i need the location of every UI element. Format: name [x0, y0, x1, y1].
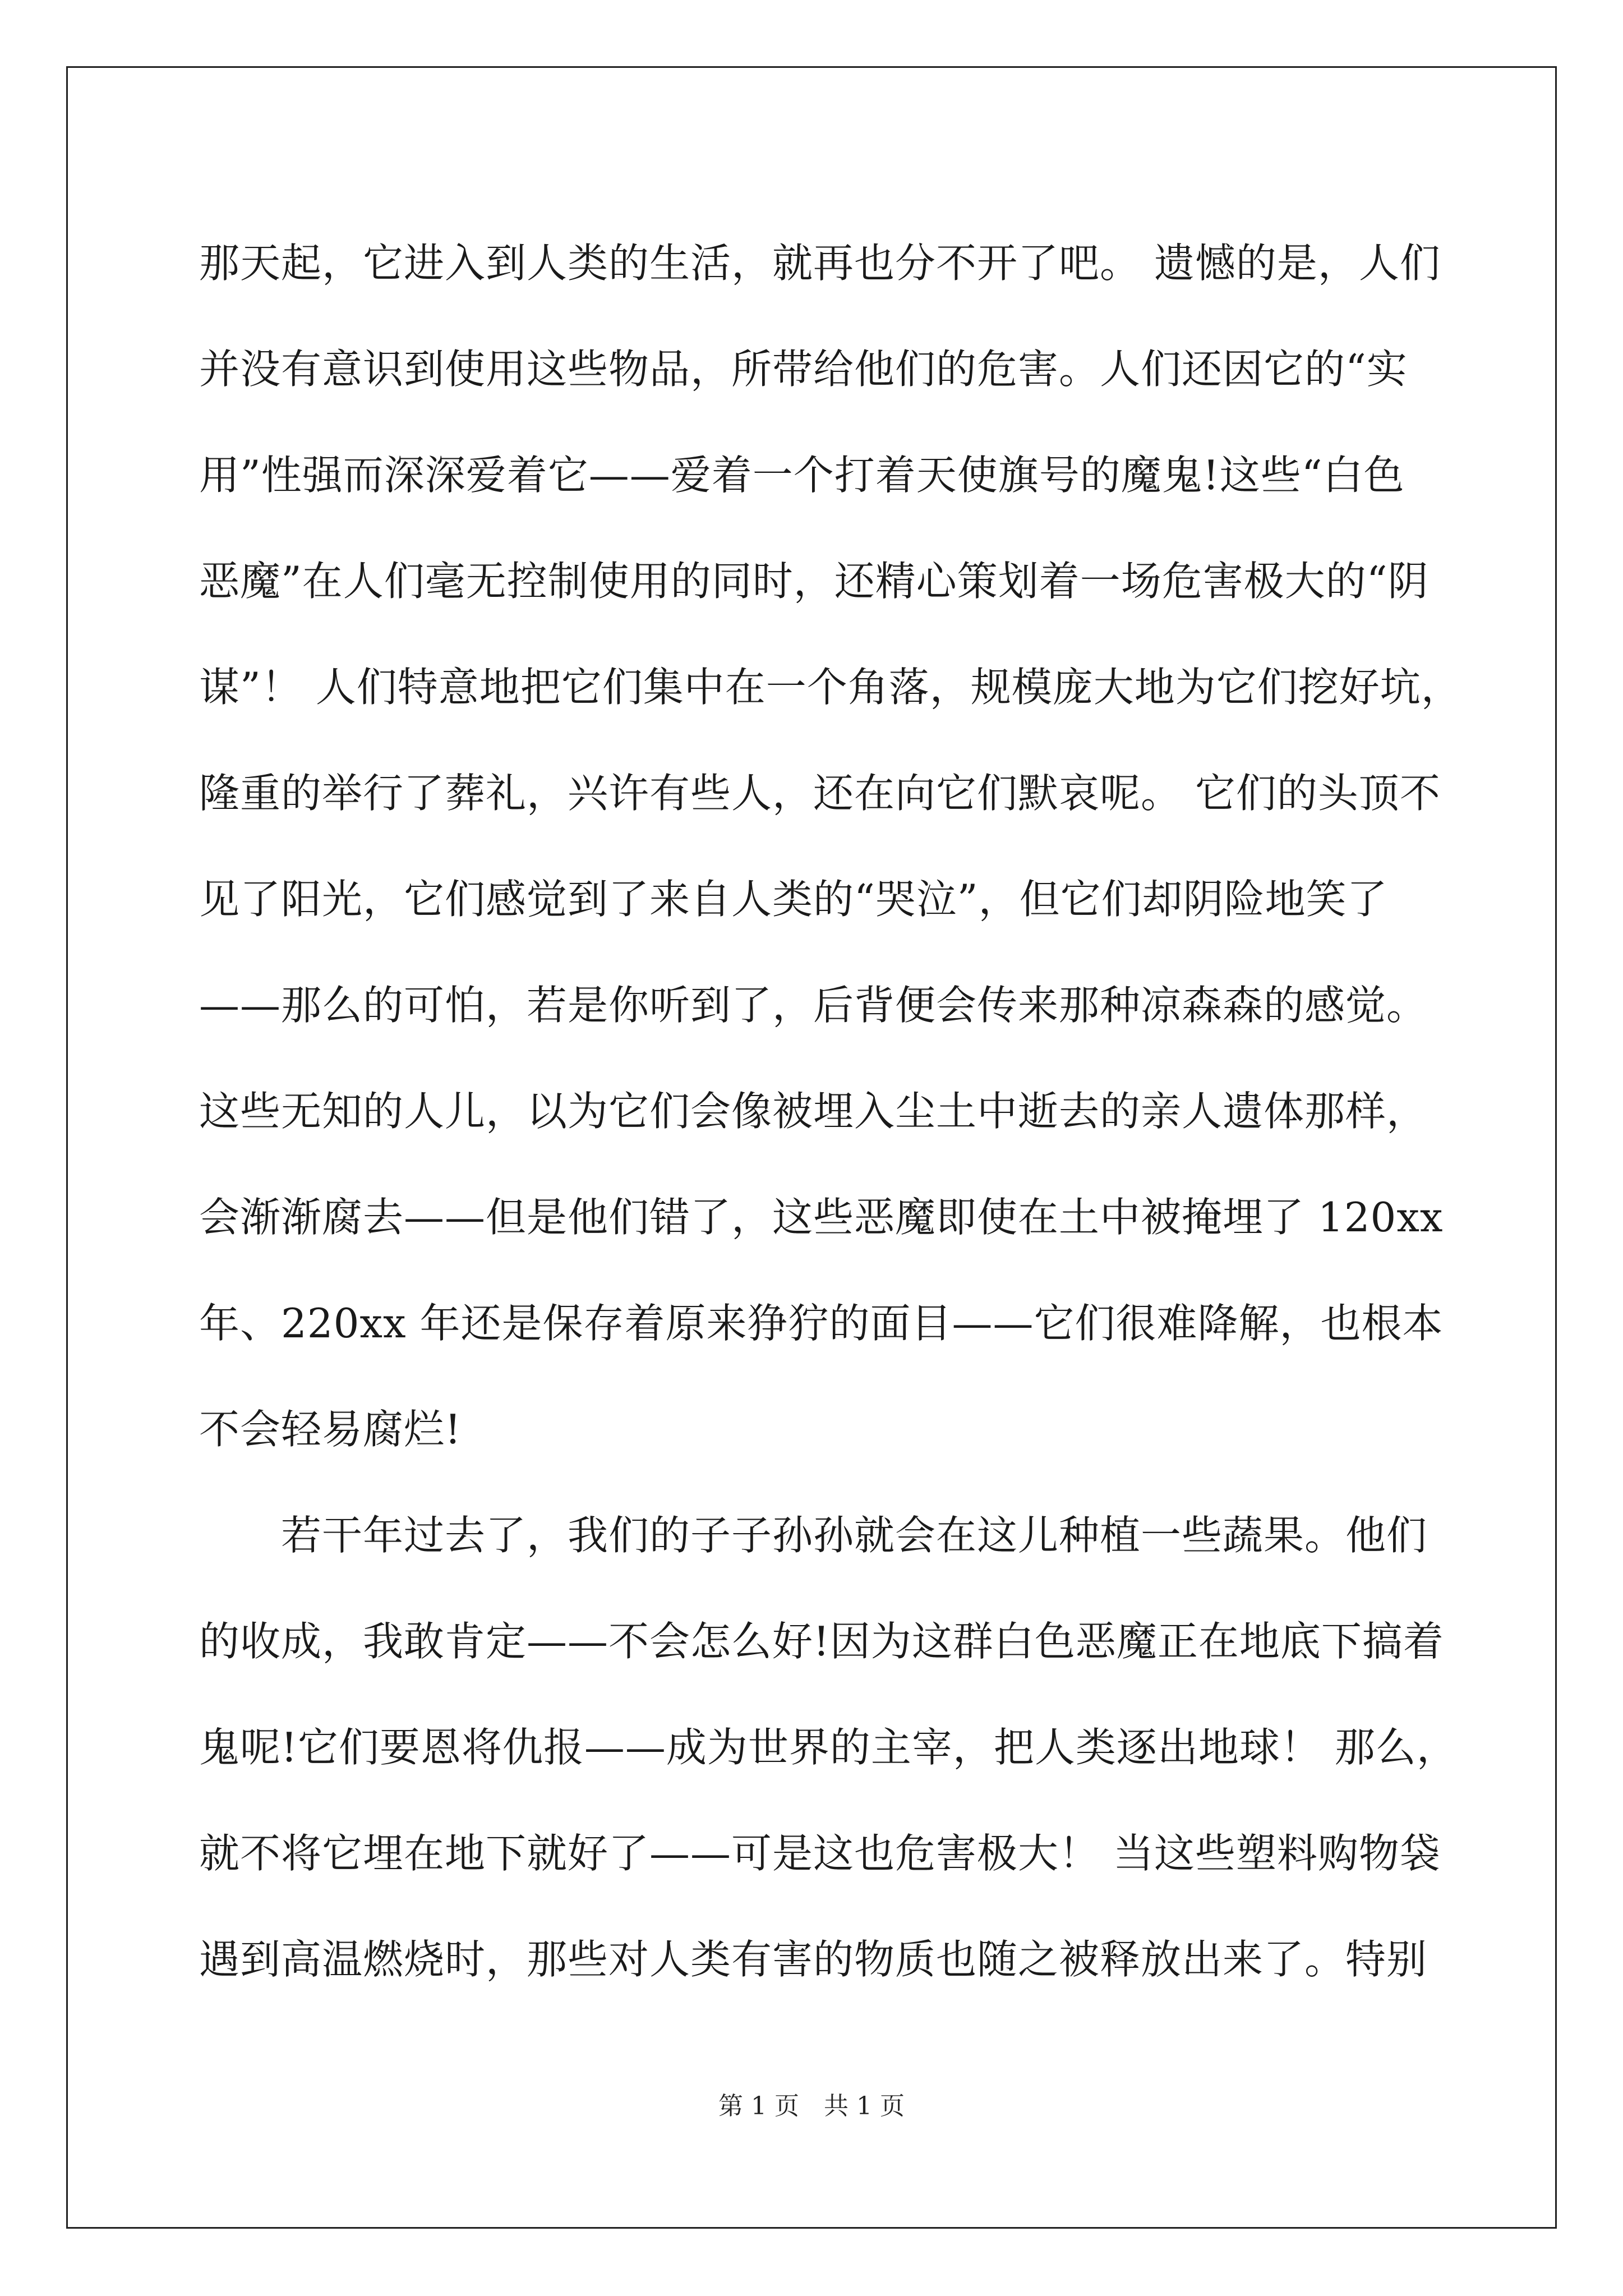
text-line: 恶魔”在人们毫无控制使用的同时，还精心策划着一场危害极大的“阴 — [199, 558, 1429, 605]
document-body — [199, 210, 1462, 2013]
page-number-footer: 第 1 页 共 1 页 — [718, 2092, 905, 2120]
text-line: 这些无知的人儿，以为它们会像被埋入尘土中逝去的亲人遗体那样， — [199, 1088, 1428, 1135]
text-line: 见了阳光，它们感觉到了来自人类的“哭泣”，但它们却阴险地笑了 — [199, 876, 1388, 923]
text-line: 遇到高温燃烧时，那些对人类有害的物质也随之被释放出来了。特别 — [199, 1936, 1428, 1983]
text-line: 若干年过去了，我们的子子孙孙就会在这儿种植一些蔬果。他们 — [199, 1512, 1428, 1559]
text-line: 并没有意识到使用这些物品，所带给他们的危害。人们还因它的“实 — [199, 346, 1408, 393]
text-line: 不会轻易腐烂! — [199, 1406, 462, 1453]
text-line: 谋”！ 人们特意地把它们集中在一个角落，规模庞大地为它们挖好坑， — [199, 664, 1462, 711]
text-line: 年、220xx 年还是保存着原来狰狞的面目——它们很难降解，也根本 — [199, 1300, 1444, 1347]
text-line: 会渐渐腐去——但是他们错了，这些恶魔即使在土中被掩埋了 120xx — [199, 1194, 1444, 1241]
text-line: 就不将它埋在地下就好了——可是这也危害极大！ 当这些塑料购物袋 — [199, 1830, 1441, 1877]
text-line: 那天起，它进入到人类的生活，就再也分不开了吧。 遗憾的是，人们 — [199, 240, 1441, 287]
text-line: 的收成，我敢肯定——不会怎么好!因为这群白色恶魔正在地底下搞着 — [199, 1618, 1444, 1665]
text-line: 隆重的举行了葬礼，兴许有些人，还在向它们默哀呢。 它们的头顶不 — [199, 770, 1441, 817]
text-line: ——那么的可怕，若是你听到了，后背便会传来那种凉森森的感觉。 — [199, 982, 1428, 1029]
text-line: 鬼呢!它们要恩将仇报——成为世界的主宰，把人类逐出地球！ 那么， — [199, 1724, 1458, 1771]
text-line: 用”性强而深深爱着它——爱着一个打着天使旗号的魔鬼!这些“白色 — [199, 452, 1405, 499]
